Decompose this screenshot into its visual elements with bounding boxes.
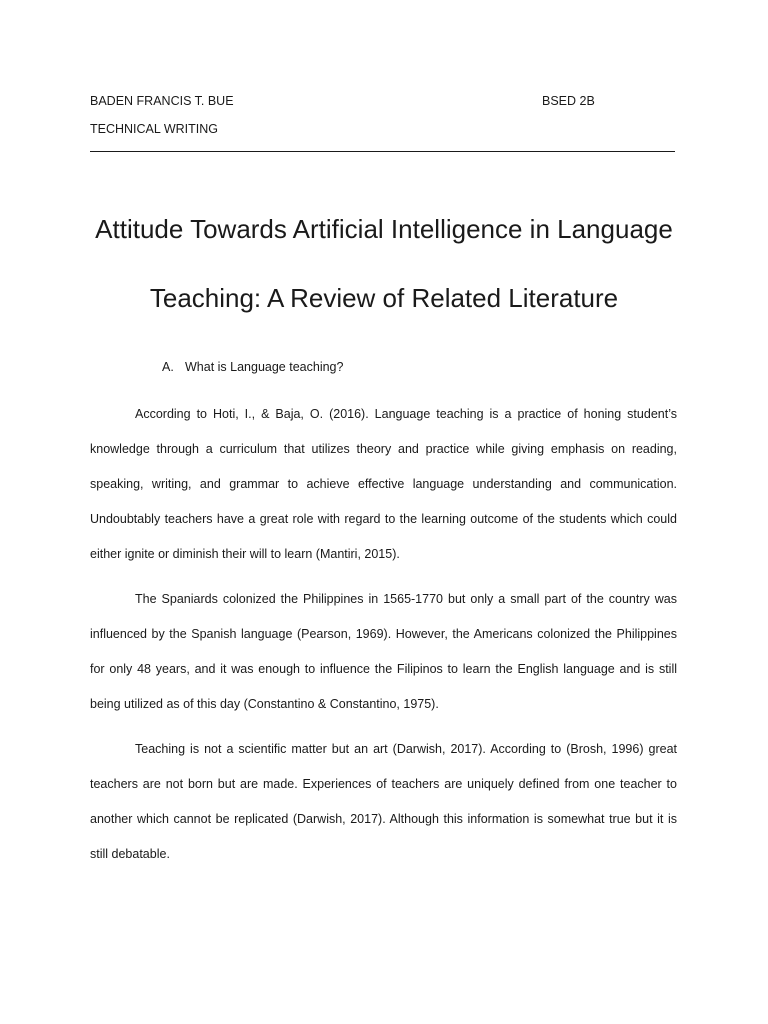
document-title-line-1: Attitude Towards Artificial Intelligence in Language xyxy=(95,214,673,244)
header-divider xyxy=(90,151,675,152)
subheading-marker: A. xyxy=(162,360,174,374)
student-section: BSED 2B xyxy=(542,94,595,108)
paragraph-1: According to Hoti, I., & Baja, O. (2016). Language teaching is a practice of honing student’s knowledge through a curriculum that utilizes theory and practice while giving emphasis on reading, speaking, writing, and grammar to achieve effective language understanding and communication. Undoubtably teachers have a great role with regard to the learning outcome of the students which could either ignite or diminish their will to learn (Mantiri, 2015). xyxy=(90,407,677,561)
subheading xyxy=(162,360,343,374)
course-name: TECHNICAL WRITING xyxy=(90,122,219,136)
paragraph-3: Teaching is not a scientific matter but an art (Darwish, 2017). According to (Brosh, 1996) great teachers are not born but are made. Experiences of teachers are uniquely defined from one teacher to another which cannot be replicated (Darwish, 2017). Although this information is somewhat true but it is still debatable. xyxy=(90,742,677,861)
author-name: BADEN FRANCIS T. BUE xyxy=(90,94,234,108)
document-title-line-2: Teaching: A Review of Related Literature xyxy=(149,283,619,313)
subheading-text: What is Language teaching? xyxy=(185,360,344,374)
paragraph-2: The Spaniards colonized the Philippines in 1565-1770 but only a small part of the country was influenced by the Spanish language (Pearson, 1969). However, the Americans colonized the Philippines for only 48 years, and it was enough to influence the Filipinos to learn the English language and is still being utilized as of this day (Constantino & Constantino, 1975). xyxy=(90,592,677,711)
